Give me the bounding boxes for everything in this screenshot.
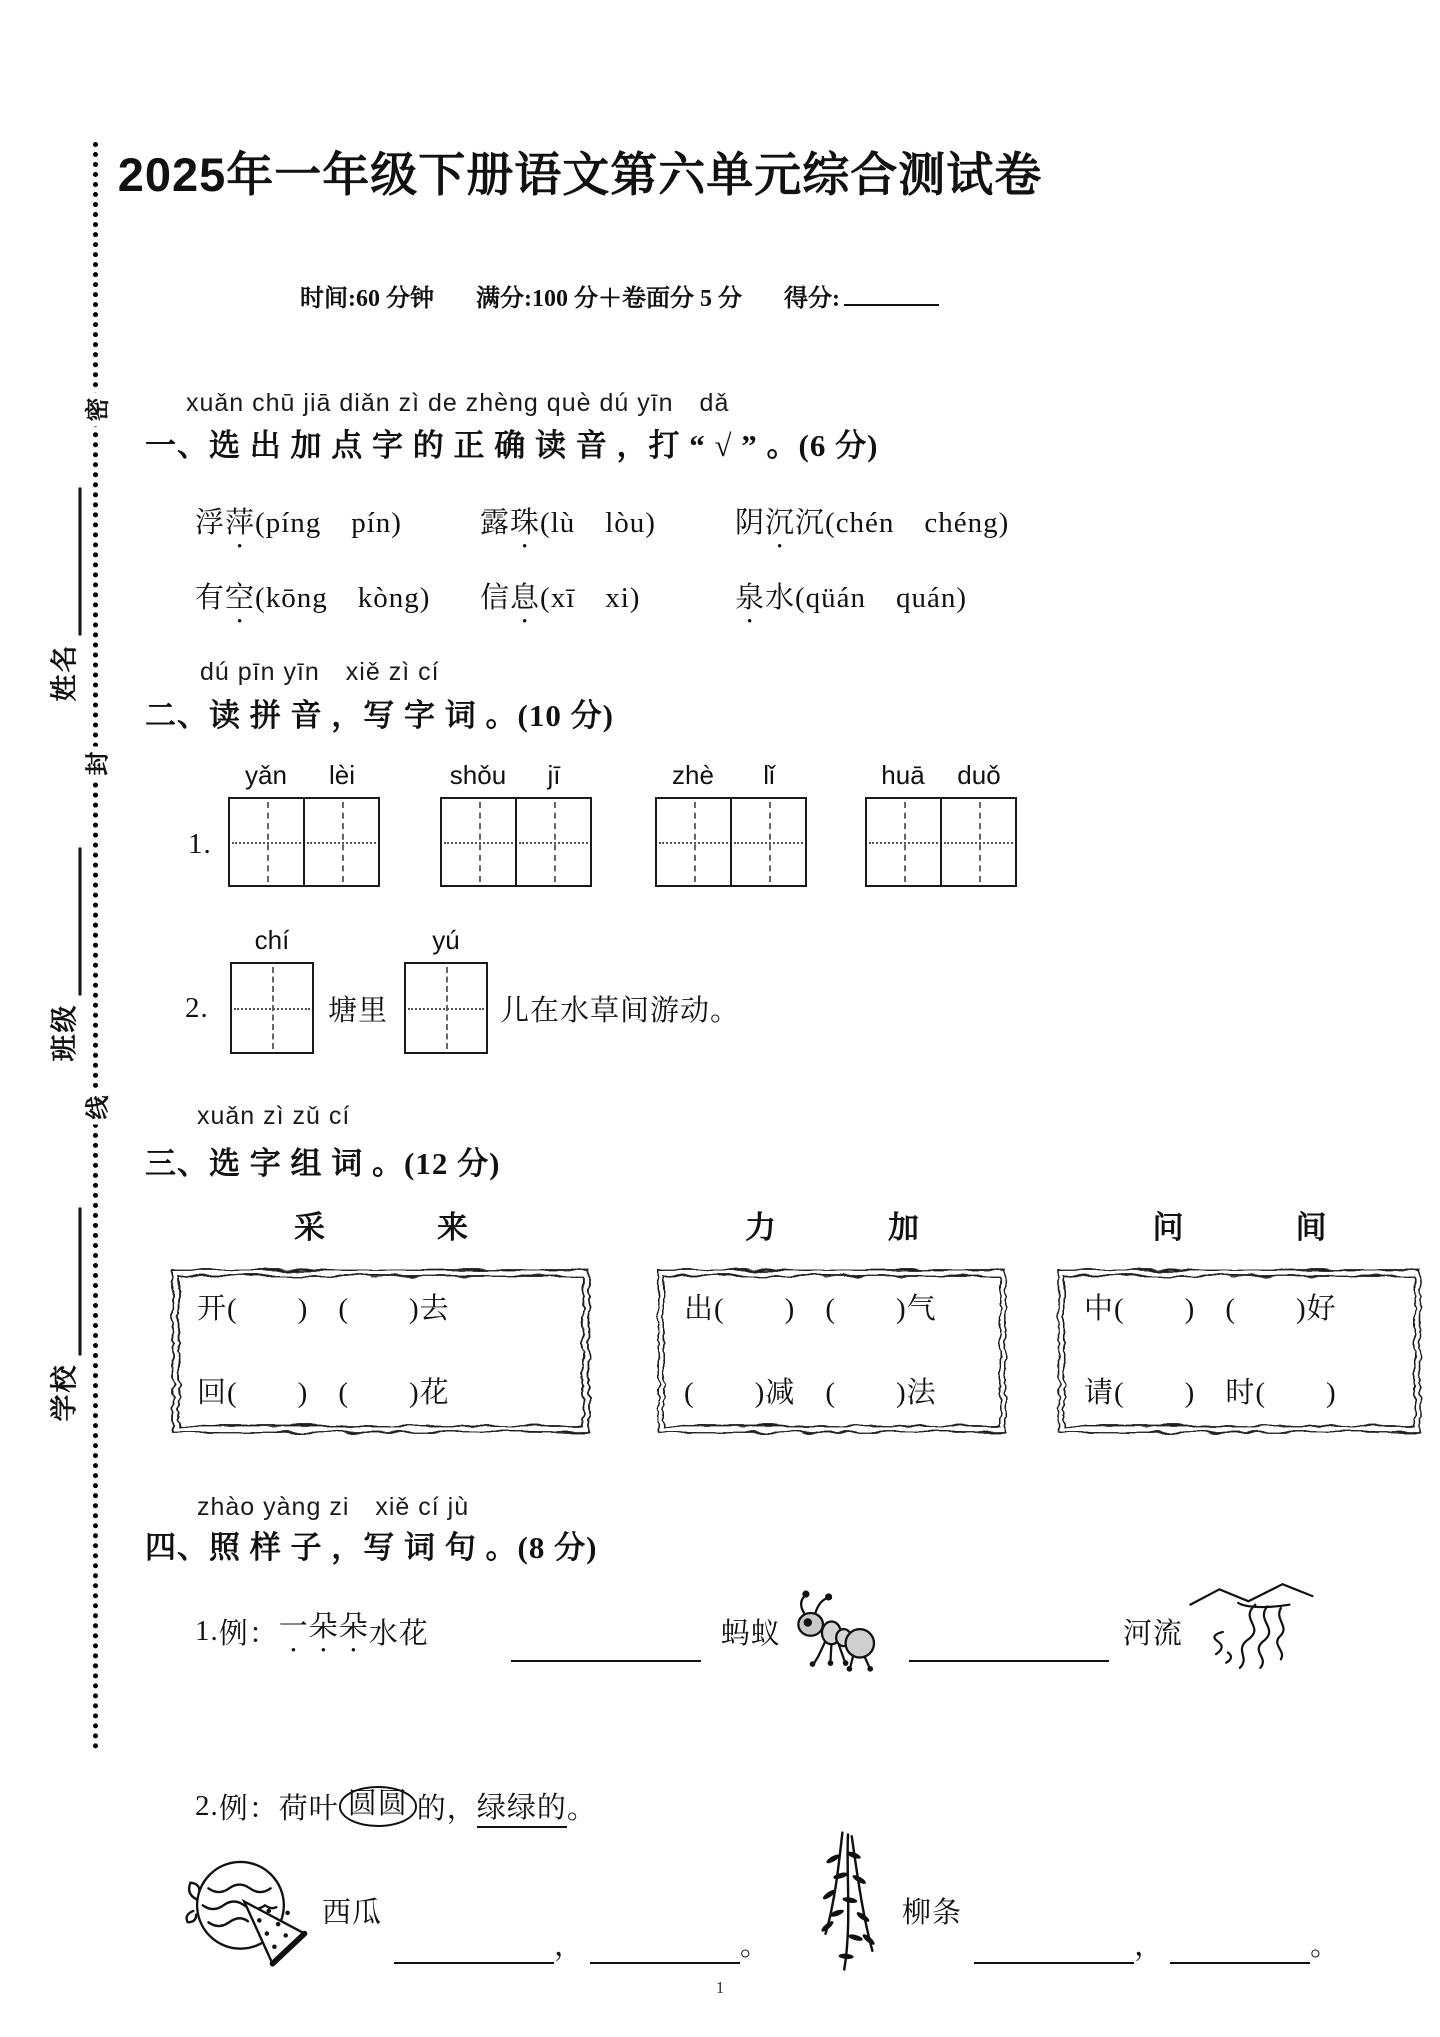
writing-grid-pair [440, 760, 592, 887]
choice-chars-li-jia: 力 加 [745, 1210, 919, 1245]
sentence-part-tangli: 塘里 [328, 995, 389, 1027]
writing-grid-pair [865, 760, 1017, 887]
pinyin-label: yǎn lèi [245, 760, 355, 790]
period: 。 [740, 1930, 771, 1962]
example-row-2 [195, 1785, 597, 1828]
seal-char-mi: 密 [74, 393, 117, 427]
answer-blank[interactable] [511, 1631, 701, 1662]
question-2-number: 2. [185, 992, 209, 1024]
score-blank[interactable] [844, 280, 939, 306]
class-field [43, 805, 82, 1105]
seal-char-feng: 封 [74, 747, 117, 781]
example-2-mid: 的， [416, 1793, 477, 1825]
practice-row [182, 1842, 1340, 1978]
river-illustration [1187, 1576, 1315, 1676]
writing-cell[interactable] [940, 799, 1015, 885]
word-item-yinchenchen: 阴沉沉(chén chéng) [735, 507, 1010, 539]
time-label: 时间:60 分钟 [300, 286, 434, 312]
section1-heading: 一、选 出 加 点 字 的 正 确 读 音 ，打 “ √ ” 。(6 分) [145, 428, 879, 463]
example-1-rest: 水花 [368, 1617, 429, 1650]
watermelon-illustration [182, 1847, 314, 1973]
choice-chars-wen-jian: 问 间 [1152, 1210, 1327, 1245]
writing-grid-pair [655, 760, 807, 887]
example-1-label: 例： [218, 1617, 279, 1650]
word-ant: 蚂蚁 [720, 1617, 781, 1650]
section3-heading: 三、选 字 组 词 。(12 分) [145, 1146, 501, 1181]
word-river: 河流 [1122, 1617, 1183, 1650]
pinyin-label: chí [254, 925, 290, 955]
word-item-xinxi: 信息(xī xi) [480, 582, 641, 614]
example-2-label: 例： [218, 1793, 279, 1825]
pinyin-label: huā duǒ [881, 760, 1001, 790]
page-number: 1 [715, 1978, 725, 1997]
writing-grid-single [404, 925, 488, 1054]
question-1-number: 1. [188, 828, 212, 860]
comma: ， [554, 1930, 585, 1962]
word-item-quanshui: 泉水(qüán quán) [735, 582, 968, 614]
example-2-underlined: 绿绿的 [477, 1785, 567, 1828]
answer-blank[interactable] [974, 1933, 1134, 1964]
seal-char-xian: 线 [74, 1091, 117, 1125]
answer-blank[interactable] [394, 1933, 554, 1964]
section1-pinyin: xuǎn chū jiā diǎn zì de zhèng què dú yīn dǎ [186, 389, 730, 417]
fill-line[interactable]: 出( ) ( )气 [684, 1293, 937, 1325]
example-2-number: 2. [195, 1790, 219, 1822]
example-1-emphasized: 一朵朵 [278, 1610, 369, 1643]
writing-cell[interactable] [406, 964, 486, 1052]
full-score-label: 满分:100 分＋卷面分 5 分 [476, 286, 742, 312]
name-label: 姓名 [49, 643, 80, 702]
word-item-youkong: 有空(kōng kòng) [195, 582, 431, 614]
section3-pinyin: xuǎn zì zǔ cí [197, 1102, 351, 1130]
score-field [784, 278, 939, 313]
example-2-pre: 荷叶 [278, 1793, 339, 1825]
writing-grid-pair [228, 760, 380, 887]
writing-cell[interactable] [867, 799, 940, 885]
writing-cell[interactable] [442, 799, 515, 885]
willow-illustration [800, 1827, 896, 1977]
fill-line[interactable]: 中( ) ( )好 [1084, 1293, 1337, 1325]
writing-cell[interactable] [303, 799, 378, 885]
answer-blank[interactable] [909, 1631, 1109, 1662]
section2-pinyin: dú pīn yīn xiě zì cí [200, 658, 440, 686]
word-willow: 柳条 [902, 1896, 963, 1929]
example-2-end: 。 [566, 1793, 597, 1825]
school-field [43, 1165, 82, 1465]
name-field [43, 445, 82, 745]
answer-blank[interactable] [590, 1933, 740, 1964]
section4-heading: 四、照 样 子 ，写 词 句 。(8 分) [145, 1530, 598, 1565]
answer-blank[interactable] [1170, 1933, 1310, 1964]
writing-cell[interactable] [730, 799, 805, 885]
choice-chars-cai-lai: 采 来 [294, 1210, 468, 1245]
period: 。 [1310, 1930, 1341, 1962]
pinyin-label: yú [432, 925, 460, 955]
seal-dotted-line [93, 142, 98, 1750]
choice-box-1 [165, 1262, 597, 1440]
pinyin-label: shǒu jī [449, 760, 561, 790]
word-watermelon: 西瓜 [322, 1896, 383, 1929]
fill-line[interactable]: 回( ) ( )花 [197, 1377, 450, 1409]
pinyin-label: zhè lǐ [672, 760, 775, 790]
name-blank[interactable] [50, 488, 81, 636]
paper-meta [300, 278, 939, 313]
writing-cell[interactable] [230, 799, 303, 885]
writing-cell[interactable] [657, 799, 730, 885]
ant-illustration [787, 1588, 891, 1674]
sentence-part-rest: 儿在水草间游动。 [500, 995, 741, 1027]
fill-line[interactable]: ( )减 ( )法 [684, 1377, 937, 1409]
score-label: 得分: [784, 286, 840, 312]
comma: ， [1134, 1930, 1165, 1962]
school-label: 学校 [49, 1363, 80, 1422]
example-row-1 [195, 1586, 1315, 1676]
writing-cell[interactable] [232, 964, 312, 1052]
word-item-fuping: 浮萍(píng pín) [195, 507, 402, 539]
choice-box-2 [652, 1262, 1012, 1440]
fill-line[interactable]: 请( ) 时( ) [1084, 1377, 1337, 1409]
paper-title: 2025年一年级下册语文第六单元综合测试卷 [117, 148, 1043, 201]
fill-line[interactable]: 开( ) ( )去 [197, 1293, 450, 1325]
example-2-circled: 圆圆 [339, 1786, 417, 1826]
example-1-number: 1. [195, 1614, 219, 1647]
class-blank[interactable] [50, 848, 81, 996]
section2-heading: 二、读 拼 音 ，写 字 词 。(10 分) [145, 698, 614, 733]
word-item-luzhu: 露珠(lù lòu) [480, 507, 656, 539]
writing-cell[interactable] [515, 799, 590, 885]
choice-box-3 [1052, 1262, 1427, 1440]
class-label: 班级 [49, 1003, 80, 1062]
school-blank[interactable] [50, 1208, 81, 1356]
section4-pinyin: zhào yàng zi xiě cí jù [197, 1493, 470, 1521]
writing-grid-single [230, 925, 314, 1054]
